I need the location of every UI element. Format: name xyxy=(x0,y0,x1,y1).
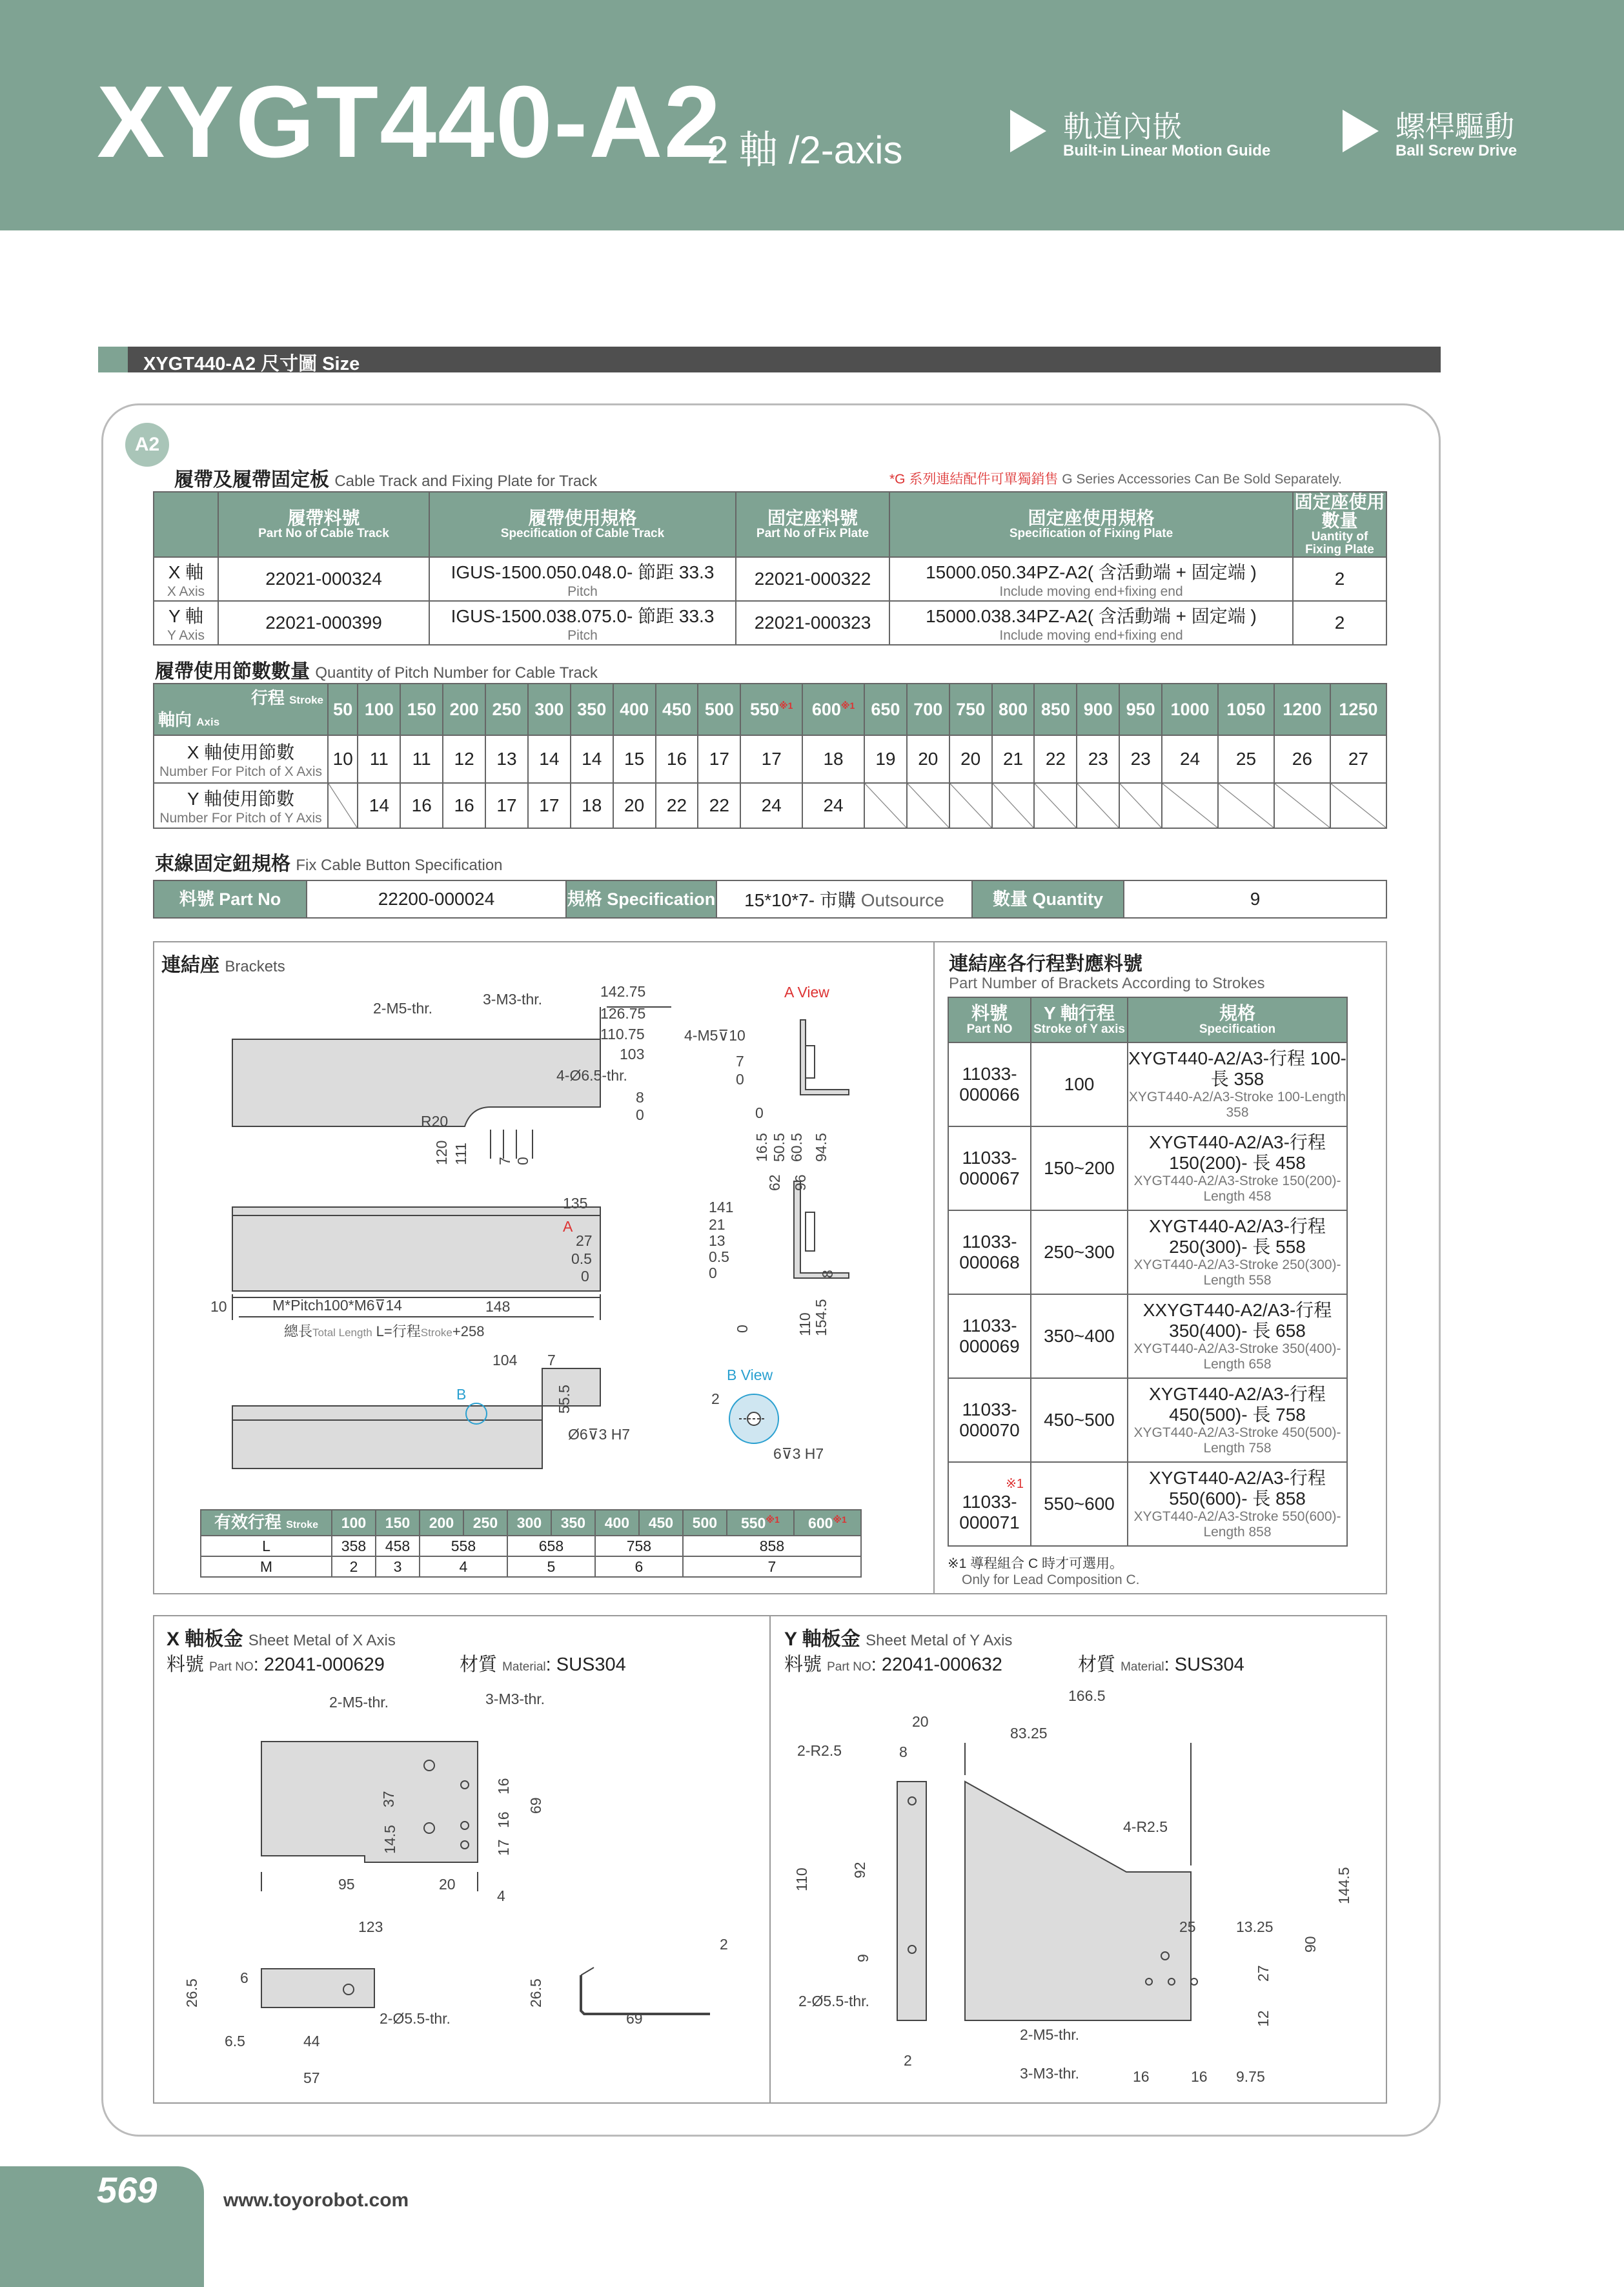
stroke-col-header: 550$^{※1}$ xyxy=(727,1510,794,1536)
y-pitch-cell xyxy=(1274,783,1330,828)
length-cell: 358 xyxy=(332,1536,376,1556)
svg-text:6: 6 xyxy=(240,1969,249,1986)
stroke-col-header: 850 xyxy=(1034,684,1077,735)
x-pitch-cell: 15 xyxy=(613,735,656,783)
svg-text:69: 69 xyxy=(626,2010,643,2027)
x-pitch-cell: 23 xyxy=(1077,735,1119,783)
stroke-col-header: 500 xyxy=(698,684,740,735)
svg-text:0: 0 xyxy=(734,1325,751,1333)
svg-text:7: 7 xyxy=(496,1157,513,1165)
x-pitch-cell: 14 xyxy=(528,735,571,783)
y-pitch-cell xyxy=(328,783,358,828)
svg-text:55.5: 55.5 xyxy=(556,1385,573,1414)
stroke-col-header: 450 xyxy=(639,1510,683,1536)
y-pitch-cell: 24 xyxy=(740,783,802,828)
svg-text:16.5: 16.5 xyxy=(753,1133,770,1162)
stroke-col-header: 900 xyxy=(1077,684,1119,735)
x-pitch-cell: 25 xyxy=(1218,735,1274,783)
x-pitch-cell: 14 xyxy=(571,735,613,783)
x-pitch-cell: 17 xyxy=(740,735,802,783)
svg-text:B View: B View xyxy=(727,1367,773,1383)
y-pitch-cell xyxy=(1162,783,1218,828)
length-cell: 458 xyxy=(376,1536,420,1556)
cable-title: 履帶及履帶固定板 Cable Track and Fixing Plate for Track xyxy=(174,469,598,491)
feature1-zh: 軌道內嵌 xyxy=(1063,110,1182,143)
x-pitch-cell: 16 xyxy=(656,735,698,783)
svg-text:6.5: 6.5 xyxy=(225,2033,245,2049)
svg-text:0: 0 xyxy=(736,1071,744,1088)
svg-text:4: 4 xyxy=(497,1887,505,1904)
stroke-col-header: 1200 xyxy=(1274,684,1330,735)
svg-text:148: 148 xyxy=(485,1298,511,1315)
table-row: 11033-000070 450~500 XYGT440-A2/A3-行程 450(500)- 長 758 XYGT440-A2/A3-Stroke 450(500)-Length 758 xyxy=(948,1378,1347,1462)
cable-track-table: 履帶料號 Part No of Cable Track 履帶使用規格 Specification of Cable Track 固定座料號 Part No of Fix Plate 固定座使用規格 Specification of Fixing Plate 固定座使用數量 Uantity of Fixing Plate X 軸 X Axis 22021-000324 IGUS-1500.050.048.0- 節距 33.3 Pitch 22021-000322 15000.050.34PZ-A2( 含活動端 + 固定端 ) Include moving end+fixing end 2 Y 軸 Y Axis 22021-000399 IGUS-1500.038.075.0- 節距 33.3 Pitch 22021-000323 15000.038.34PZ-A2( 含活動端 + 固定端 ) Include moving end+fixing end 2 xyxy=(153,491,1387,645)
stroke-col-header: 600$^{※1}$ xyxy=(802,684,864,735)
y-pitch-cell: 24 xyxy=(802,783,864,828)
svg-text:17: 17 xyxy=(495,1839,512,1856)
svg-text:A: A xyxy=(563,1218,573,1235)
play-arrow-icon xyxy=(1343,110,1379,152)
website-link[interactable]: www.toyorobot.com xyxy=(223,2190,409,2211)
svg-text:126.75: 126.75 xyxy=(600,1005,646,1022)
x-pitch-cell: 26 xyxy=(1274,735,1330,783)
stroke-col-header: 550$^{※1}$ xyxy=(740,684,802,735)
table-row: 11033-000068 250~300 XYGT440-A2/A3-行程 250(300)- 長 558 XYGT440-A2/A3-Stroke 250(300)-Length 558 xyxy=(948,1210,1347,1294)
stroke-col-header: 150 xyxy=(400,684,443,735)
stroke-col-header: 200 xyxy=(420,1510,463,1536)
bracket-stroke-table: 有效行程 Stroke 100 150 200 250 300 350 400 450 500 550$^{※1}$ 600$^{※1}$ L 358 458 558 658 758 858 M 2 3 4 5 6 7 xyxy=(200,1509,862,1578)
svg-text:94.5: 94.5 xyxy=(813,1133,829,1162)
svg-text:83.25: 83.25 xyxy=(1010,1725,1048,1742)
svg-text:Ø6⊽3 H7: Ø6⊽3 H7 xyxy=(568,1426,631,1443)
length-cell: 658 xyxy=(507,1536,595,1556)
svg-text:9.75: 9.75 xyxy=(1236,2068,1265,2085)
model-title: XYGT440-A2 xyxy=(97,65,722,179)
svg-text:21: 21 xyxy=(709,1216,726,1233)
feature2-zh: 螺桿驅動 xyxy=(1396,110,1514,143)
section-bar xyxy=(98,347,1441,372)
table-row: ※1 11033-000071 550~600 XYGT440-A2/A3-行程 550(600)- 長 858 XYGT440-A2/A3-Stroke 550(600)-Length 858 xyxy=(948,1462,1347,1546)
m-count-cell: 4 xyxy=(420,1556,507,1577)
x-pitch-cell: 13 xyxy=(485,735,528,783)
svg-text:16: 16 xyxy=(1133,2068,1150,2085)
x-sheet-part: 料號 Part NO: 22041-000629 xyxy=(167,1654,385,1675)
svg-text:2-M5-thr.: 2-M5-thr. xyxy=(373,1000,433,1017)
svg-text:0: 0 xyxy=(755,1104,764,1121)
y-pitch-cell xyxy=(1034,783,1077,828)
y-pitch-cell xyxy=(907,783,949,828)
y-sheet-material: 材質 Material: SUS304 xyxy=(1078,1654,1244,1675)
table-row: 11033-000066 100 XYGT440-A2/A3-行程 100- 長 358 XYGT440-A2/A3-Stroke 100-Length 358 xyxy=(948,1042,1347,1126)
length-cell: 858 xyxy=(683,1536,861,1556)
stroke-col-header: 250 xyxy=(485,684,528,735)
svg-text:7: 7 xyxy=(736,1053,744,1070)
feature2-en: Ball Screw Drive xyxy=(1396,142,1517,159)
svg-text:8: 8 xyxy=(899,1743,908,1760)
y-pitch-cell: 17 xyxy=(528,783,571,828)
y-pitch-cell xyxy=(1330,783,1386,828)
m-count-cell: 3 xyxy=(376,1556,420,1577)
svg-text:2-R2.5: 2-R2.5 xyxy=(797,1742,842,1759)
x-pitch-cell: 20 xyxy=(949,735,992,783)
y-pitch-cell: 16 xyxy=(443,783,485,828)
svg-text:90: 90 xyxy=(1302,1936,1319,1953)
svg-text:110: 110 xyxy=(793,1867,810,1891)
svg-text:111: 111 xyxy=(452,1143,469,1165)
svg-text:0: 0 xyxy=(636,1106,644,1123)
svg-text:2: 2 xyxy=(720,1936,728,1953)
svg-text:104: 104 xyxy=(492,1352,518,1368)
svg-text:123: 123 xyxy=(358,1918,383,1935)
svg-text:120: 120 xyxy=(433,1140,450,1165)
stroke-col-header: 750 xyxy=(949,684,992,735)
bracket-parts-title-en: Part Number of Brackets According to Strokes xyxy=(949,975,1265,992)
footnote-mark: ※1 xyxy=(833,1514,847,1525)
svg-text:R20: R20 xyxy=(421,1113,449,1130)
stroke-col-header: 350 xyxy=(551,1510,595,1536)
svg-text:141: 141 xyxy=(709,1199,734,1215)
svg-text:20: 20 xyxy=(912,1713,929,1730)
y-pitch-cell xyxy=(1077,783,1119,828)
svg-text:25: 25 xyxy=(1179,1918,1196,1935)
svg-text:37: 37 xyxy=(380,1791,397,1807)
footnote-mark: ※1 xyxy=(779,700,793,711)
stroke-col-header: 1250 xyxy=(1330,684,1386,735)
stroke-col-header: 950 xyxy=(1119,684,1162,735)
svg-text:44: 44 xyxy=(303,2033,320,2049)
y-pitch-cell: 14 xyxy=(358,783,400,828)
svg-text:144.5: 144.5 xyxy=(1335,1867,1352,1904)
svg-text:50.5: 50.5 xyxy=(771,1133,787,1162)
svg-text:4-R2.5: 4-R2.5 xyxy=(1123,1818,1168,1835)
svg-text:2-M5-thr.: 2-M5-thr. xyxy=(1020,2026,1080,2043)
svg-text:69: 69 xyxy=(527,1797,544,1814)
box-divider xyxy=(933,942,935,1593)
svg-text:2-M5-thr.: 2-M5-thr. xyxy=(329,1694,389,1711)
x-pitch-cell: 20 xyxy=(907,735,949,783)
svg-text:M*Pitch100*M6⊽14: M*Pitch100*M6⊽14 xyxy=(272,1297,402,1314)
svg-text:142.75: 142.75 xyxy=(600,983,646,1000)
svg-text:110.75: 110.75 xyxy=(600,1026,645,1042)
x-pitch-cell: 19 xyxy=(864,735,907,783)
stroke-col-header: 300 xyxy=(528,684,571,735)
page-header xyxy=(0,0,1624,230)
bracket-footnote: ※1 導程組合 C 時才可選用。 Only for Lead Composition C. xyxy=(948,1556,1140,1587)
svg-text:2-Ø5.5-thr.: 2-Ø5.5-thr. xyxy=(798,1993,869,2009)
y-pitch-cell xyxy=(949,783,992,828)
svg-text:92: 92 xyxy=(851,1862,868,1878)
y-pitch-cell: 22 xyxy=(656,783,698,828)
svg-text:8: 8 xyxy=(819,1270,836,1278)
svg-text:2: 2 xyxy=(711,1390,720,1407)
svg-text:4-Ø6.5-thr.: 4-Ø6.5-thr. xyxy=(556,1067,627,1084)
stroke-col-header: 650 xyxy=(864,684,907,735)
svg-text:3-M3-thr.: 3-M3-thr. xyxy=(1020,2065,1080,2082)
svg-text:62: 62 xyxy=(766,1174,783,1191)
x-pitch-cell: 27 xyxy=(1330,735,1386,783)
y-pitch-cell: 22 xyxy=(698,783,740,828)
svg-text:0.5: 0.5 xyxy=(571,1250,592,1267)
svg-text:0.5: 0.5 xyxy=(709,1248,729,1265)
table-row: Y 軸 Y Axis 22021-000399 IGUS-1500.038.075.0- 節距 33.3 Pitch 22021-000323 15000.038.34PZ-A2( 含活動端 + 固定端 ) Include moving end+fixing end 2 xyxy=(154,601,1386,645)
stroke-col-header: 350 xyxy=(571,684,613,735)
x-pitch-cell: 24 xyxy=(1162,735,1218,783)
m-count-cell: 6 xyxy=(595,1556,683,1577)
a2-badge: A2 xyxy=(125,423,169,467)
svg-text:A View: A View xyxy=(784,984,829,1001)
svg-text:26.5: 26.5 xyxy=(183,1978,200,2007)
svg-text:154.5: 154.5 xyxy=(813,1299,829,1336)
m-count-cell: 2 xyxy=(332,1556,376,1577)
svg-text:8: 8 xyxy=(636,1089,644,1106)
svg-text:16: 16 xyxy=(495,1778,512,1794)
x-sheet-material: 材質 Material: SUS304 xyxy=(460,1654,626,1675)
svg-text:96: 96 xyxy=(792,1174,809,1191)
y-sheet-part: 料號 Part NO: 22041-000632 xyxy=(784,1654,1002,1675)
svg-text:0: 0 xyxy=(581,1268,589,1285)
y-pitch-cell: 18 xyxy=(571,783,613,828)
stroke-col-header: 450 xyxy=(656,684,698,735)
m-count-cell: 7 xyxy=(683,1556,861,1577)
brackets-title: 連結座 Brackets xyxy=(161,955,285,976)
svg-text:總長Total LengthL=行程Stroke+258: 總長Total Length L=行程Stroke+258 xyxy=(284,1323,485,1339)
svg-text:13.25: 13.25 xyxy=(1236,1918,1274,1935)
svg-text:27: 27 xyxy=(576,1232,593,1249)
svg-text:26.5: 26.5 xyxy=(527,1978,544,2007)
svg-text:4-M5⊽10: 4-M5⊽10 xyxy=(684,1027,746,1044)
feature1-en: Built-in Linear Motion Guide xyxy=(1063,142,1271,159)
x-pitch-cell: 23 xyxy=(1119,735,1162,783)
y-pitch-cell xyxy=(1218,783,1274,828)
svg-text:103: 103 xyxy=(620,1046,645,1062)
svg-text:B: B xyxy=(456,1386,467,1403)
axis-subtitle: 2 軸 /2-axis xyxy=(707,128,903,172)
stroke-col-header: 200 xyxy=(443,684,485,735)
footnote-mark: ※1 xyxy=(840,700,855,711)
length-cell: 758 xyxy=(595,1536,683,1556)
y-pitch-cell xyxy=(864,783,907,828)
x-pitch-cell: 12 xyxy=(443,735,485,783)
svg-text:6⊽3 H7: 6⊽3 H7 xyxy=(773,1445,824,1462)
x-pitch-cell: 11 xyxy=(400,735,443,783)
section-title: XYGT440-A2 尺寸圖 Size xyxy=(143,354,360,374)
svg-text:2: 2 xyxy=(904,2052,912,2069)
button-spec-table: 料號 Part No 22200-000024 規格 Specification 15*10*7- 市購 Outsource 數量 Quantity 9 xyxy=(153,880,1387,919)
svg-text:0: 0 xyxy=(514,1157,531,1165)
stroke-col-header: 50 xyxy=(328,684,358,735)
svg-text:20: 20 xyxy=(439,1876,456,1893)
svg-text:13: 13 xyxy=(709,1232,726,1249)
stroke-col-header: 300 xyxy=(507,1510,551,1536)
footnote-mark: ※1 xyxy=(766,1514,780,1525)
bracket-parts-table: 料號 Part NO Y 軸行程 Stroke of Y axis 規格 Specification 11033-000066 100 XYGT440-A2/A3-行程 100- 長 358 XYGT440-A2/A3-Stroke 100-Length 358 11033-000067 150~200 XYGT440-A2/A3-行程 150(200)- 長 458 XYGT440-A2/A3-Stroke 150(200)-Length 458 11033-000068 250~300 XYGT440-A2/A3-行程 250(300)- 長 558 XYGT440-A2/A3-Stroke 250(300)-Length 558 11033-000069 350~400 XXYGT440-A2/A3-行程 350(400)- 長 658 XYGT440-A2/A3-Stroke 350(400)-Length 658 11033-000070 450~500 XYGT440-A2/A3-行程 450(500)- 長 758 XYGT440-A2/A3-Stroke 450(500)-Length 758 ※1 11033-000071 550~600 XYGT440-A2/A3-行程 550(600)- 長 858 XYGT440-A2/A3-Stroke 550(600)-Length 858 xyxy=(948,997,1348,1547)
table-row: X 軸 X Axis 22021-000324 IGUS-1500.050.048.0- 節距 33.3 Pitch 22021-000322 15000.050.34PZ-A2( 含活動端 + 固定端 ) Include moving end+fixing end 2 xyxy=(154,557,1386,601)
x-pitch-cell: 10 xyxy=(328,735,358,783)
svg-text:0: 0 xyxy=(709,1265,717,1281)
svg-text:16: 16 xyxy=(1191,2068,1208,2085)
play-arrow-icon xyxy=(1010,110,1046,152)
page-number: 569 xyxy=(97,2170,157,2210)
x-sheet-title: X 軸板金 Sheet Metal of X Axis xyxy=(167,1629,396,1650)
x-pitch-cell: 18 xyxy=(802,735,864,783)
section-accent xyxy=(98,347,128,372)
accessory-note: *G 系列連結配件可單獨銷售 G Series Accessories Can Be Sold Separately. xyxy=(889,472,1343,487)
brackets-drawing xyxy=(155,968,929,1588)
bracket-parts-title: 連結座各行程對應料號 xyxy=(949,953,1142,975)
table-row: 11033-000067 150~200 XYGT440-A2/A3-行程 150(200)- 長 458 XYGT440-A2/A3-Stroke 150(200)-Length 458 xyxy=(948,1126,1347,1210)
y-pitch-cell: 20 xyxy=(613,783,656,828)
length-cell: 558 xyxy=(420,1536,507,1556)
y-pitch-cell xyxy=(992,783,1035,828)
svg-text:3-M3-thr.: 3-M3-thr. xyxy=(483,991,543,1008)
x-pitch-cell: 21 xyxy=(992,735,1035,783)
svg-text:14.5: 14.5 xyxy=(381,1825,398,1854)
stroke-col-header: 1050 xyxy=(1218,684,1274,735)
svg-text:110: 110 xyxy=(797,1312,813,1336)
svg-text:9: 9 xyxy=(855,1954,871,1962)
y-pitch-cell: 17 xyxy=(485,783,528,828)
svg-text:27: 27 xyxy=(1255,1965,1272,1982)
y-sheet-title: Y 軸板金 Sheet Metal of Y Axis xyxy=(784,1629,1013,1650)
stroke-col-header: 400 xyxy=(595,1510,639,1536)
stroke-col-header: 800 xyxy=(992,684,1035,735)
pitch-title: 履帶使用節數數量 Quantity of Pitch Number for Cable Track xyxy=(155,661,598,682)
svg-text:3-M3-thr.: 3-M3-thr. xyxy=(485,1691,545,1707)
pitch-table: 行程 Stroke 軸向 Axis 50 100 150 200 250 300 350 400 450 500 550$^{※1}$ 600$^{※1}$ 650 700 750 800 850 900 950 1000 1050 1200 1250 X 軸使用節數 Number For Pitch of X Axis 10 11 11 12 13 14 14 15 16 17 17 18 19 20 20 21 22 23 23 24 25 26 27 Y 軸使用節數 Number For Pitch of Y Axis 14 16 16 17 17 18 20 22 22 24 24 xyxy=(153,683,1387,829)
stroke-col-header: 700 xyxy=(907,684,949,735)
stroke-col-header: 600$^{※1}$ xyxy=(794,1510,861,1536)
svg-text:135: 135 xyxy=(563,1195,588,1212)
stroke-col-header: 500 xyxy=(683,1510,727,1536)
x-pitch-cell: 22 xyxy=(1034,735,1077,783)
svg-text:57: 57 xyxy=(303,2069,320,2086)
svg-text:166.5: 166.5 xyxy=(1068,1687,1106,1704)
x-pitch-cell: 11 xyxy=(358,735,400,783)
y-sheet-drawing xyxy=(771,1678,1385,2101)
stroke-col-header: 400 xyxy=(613,684,656,735)
svg-text:95: 95 xyxy=(338,1876,355,1893)
button-title: 束線固定鈕規格 Fix Cable Button Specification xyxy=(155,853,503,875)
y-pitch-cell: 16 xyxy=(400,783,443,828)
svg-text:10: 10 xyxy=(210,1298,227,1315)
stroke-col-header: 100 xyxy=(332,1510,376,1536)
stroke-col-header: 250 xyxy=(463,1510,507,1536)
stroke-col-header: 1000 xyxy=(1162,684,1218,735)
svg-text:7: 7 xyxy=(547,1352,556,1368)
svg-text:60.5: 60.5 xyxy=(788,1133,805,1162)
svg-text:12: 12 xyxy=(1255,2010,1272,2027)
x-sheet-drawing xyxy=(155,1678,768,2101)
stroke-col-header: 150 xyxy=(376,1510,420,1536)
stroke-col-header: 100 xyxy=(358,684,400,735)
m-count-cell: 5 xyxy=(507,1556,595,1577)
table-row: 11033-000069 350~400 XXYGT440-A2/A3-行程 350(400)- 長 658 XYGT440-A2/A3-Stroke 350(400)-Length 658 xyxy=(948,1294,1347,1378)
svg-text:16: 16 xyxy=(495,1811,512,1828)
svg-text:2-Ø5.5-thr.: 2-Ø5.5-thr. xyxy=(380,2010,451,2027)
y-pitch-cell xyxy=(1119,783,1162,828)
x-pitch-cell: 17 xyxy=(698,735,740,783)
